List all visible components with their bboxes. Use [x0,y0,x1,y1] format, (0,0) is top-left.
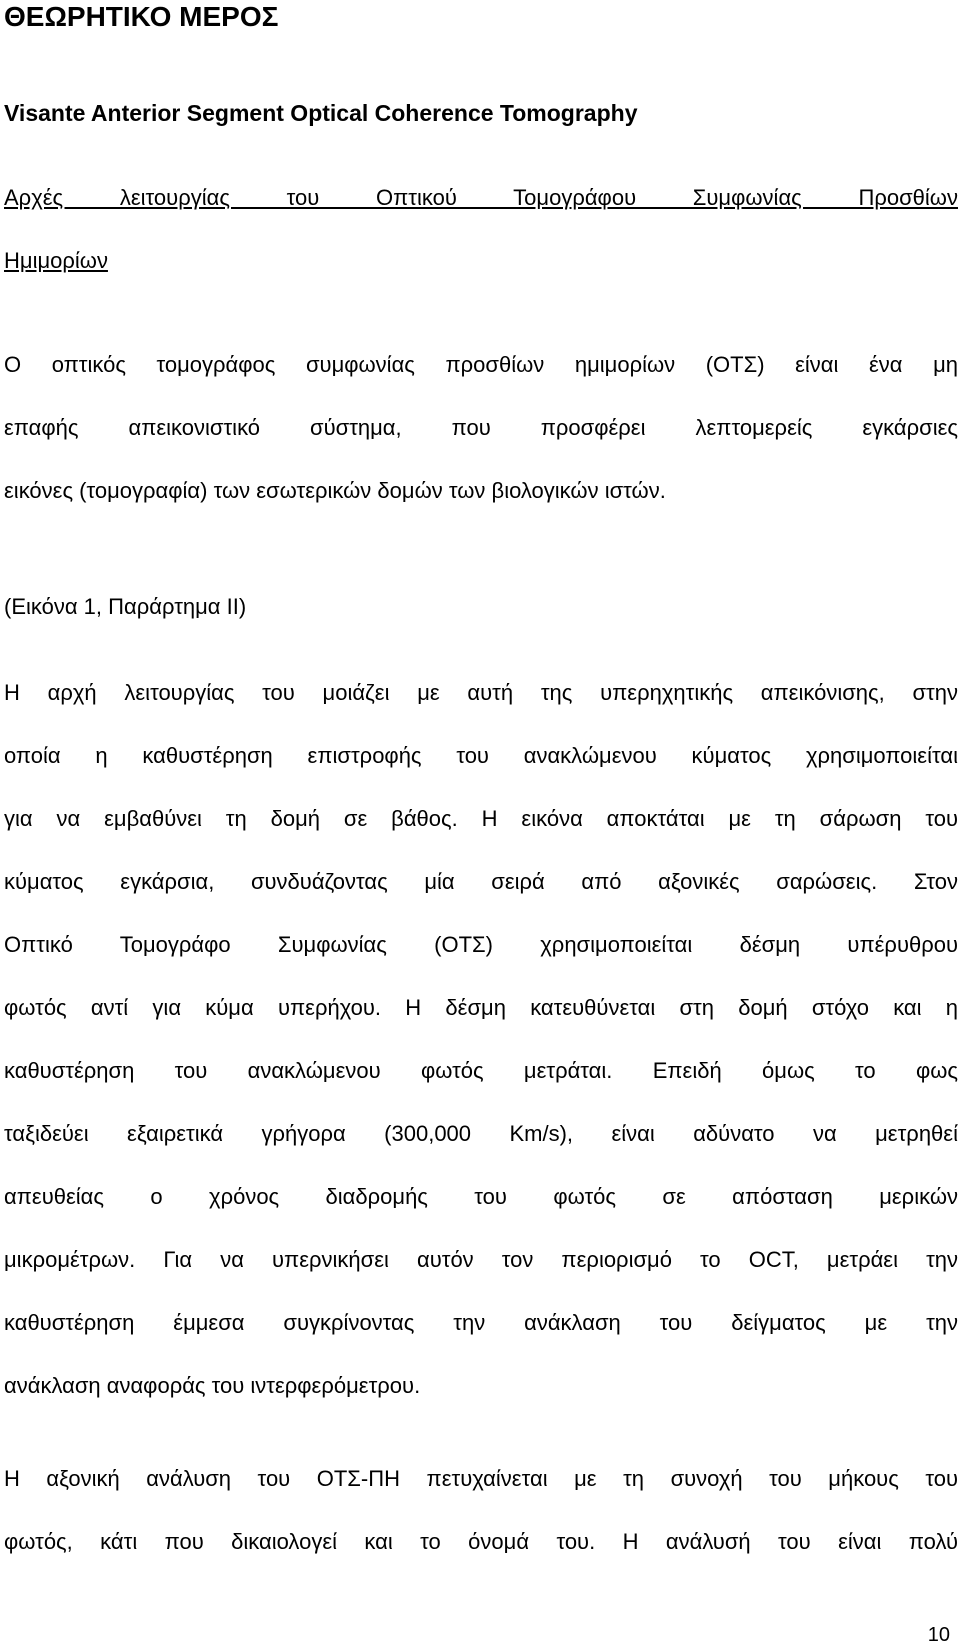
paragraph-line: Οπτικό Τομογράφο Συμφωνίας (ΟΤΣ) χρησιμοποιείται δέσμη υπέρυθρου [4,932,958,957]
paragraph-principle [4,661,958,1417]
paragraph-resolution [4,1447,958,1573]
paragraph-intro [4,333,958,522]
paragraph-line: φωτός, κάτι που δικαιολογεί και το όνομά του. Η ανάλυσή του είναι πολύ [4,1529,958,1554]
paragraph-line: Η αρχή λειτουργίας του μοιάζει με αυτή της υπερηχητικής απεικόνισης, στην [4,680,958,705]
paragraph-line: φωτός αντί για κύμα υπερήχου. Η δέσμη κατευθύνεται στη δομή στόχο και η [4,995,958,1020]
paragraph-line: κύματος εγκάρσια, συνδυάζοντας μία σειρά από αξονικές σαρώσεις. Στον [4,869,958,894]
paragraph-line: επαφής απεικονιστικό σύστημα, που προσφέρει λεπτομερείς εγκάρσιες [4,415,958,440]
paragraph-line: απευθείας ο χρόνος διαδρομής του φωτός σε απόσταση μερικών [4,1184,958,1209]
paragraph-line: για να εμβαθύνει τη δομή σε βάθος. Η εικόνα αποκτάται με τη σάρωση του [4,806,958,831]
paragraph-line: οποία η καθυστέρηση επιστροφής του ανακλώμενου κύματος χρησιμοποιείται [4,743,958,768]
paragraph-line: εικόνες (τομογραφία) των εσωτερικών δομών των βιολογικών ιστών. [4,478,666,503]
document-subtitle: Visante Anterior Segment Optical Coherence Tomography [4,100,638,126]
paragraph-line: ανάκλαση αναφοράς του ιντερφερόμετρου. [4,1373,421,1398]
figure-reference-text: (Εικόνα 1, Παράρτημα ΙΙ) [4,594,247,619]
paragraph-line: καθυστέρηση του ανακλώμενου φωτός μετράται. Επειδή όμως το φως [4,1058,958,1083]
paragraph-line: Ο οπτικός τομογράφος συμφωνίας προσθίων ημιμορίων (ΟΤΣ) είναι ένα μη [4,352,958,377]
subheading-line: Αρχές λειτουργίας του Οπτικού Τομογράφου Συμφωνίας Προσθίων [4,185,958,210]
paragraph-line: μικρομέτρων. Για να υπερνικήσει αυτόν τον περιορισμό το OCT, μετράει την [4,1247,958,1272]
paragraph-line: Η αξονική ανάλυση του ΟΤΣ-ΠΗ πετυχαίνεται με τη συνοχή του μήκους του [4,1466,958,1491]
figure-reference [4,575,958,638]
subheading-line: Ημιμορίων [4,248,108,273]
section-title: ΘΕΩΡΗΤΙΚΟ ΜΕΡΟΣ [4,1,279,32]
subheading [4,166,958,292]
paragraph-line: ταξιδεύει εξαιρετικά γρήγορα (300,000 Km/s), είναι αδύνατο να μετρηθεί [4,1121,958,1146]
page-number: 10 [927,1624,950,1646]
paragraph-line: καθυστέρηση έμμεσα συγκρίνοντας την ανάκλαση του δείγματος με την [4,1310,958,1335]
